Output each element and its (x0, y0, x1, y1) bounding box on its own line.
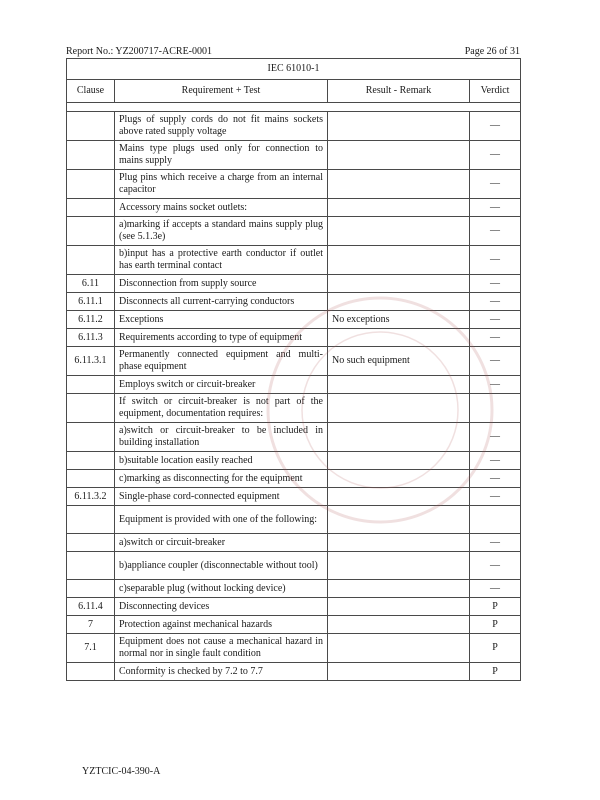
table-row (67, 470, 521, 488)
verdict-cell: — (470, 293, 521, 311)
table-row (67, 293, 521, 311)
table-row (67, 347, 521, 376)
table-row (67, 598, 521, 616)
result-cell (328, 199, 470, 217)
requirement-cell: b)input has a protective earth conductor if outlet has earth terminal contact (115, 246, 328, 275)
clause-cell: 6.11.3 (67, 329, 115, 347)
result-header: Result - Remark (328, 80, 470, 103)
requirement-cell: Employs switch or circuit-breaker (115, 376, 328, 394)
verdict-cell: — (470, 423, 521, 452)
verdict-cell (470, 506, 521, 534)
table-row (67, 534, 521, 552)
verdict-cell: — (470, 376, 521, 394)
page-number: Page 26 of 31 (464, 46, 520, 57)
requirement-cell: Equipment does not cause a mechanical hazard in normal nor in single fault condition (115, 634, 328, 663)
verdict-cell: — (470, 470, 521, 488)
table-row (67, 488, 521, 506)
table-row (67, 552, 521, 580)
clause-cell: 7.1 (67, 634, 115, 663)
result-cell (328, 452, 470, 470)
result-cell: No such equipment (328, 347, 470, 376)
result-cell (328, 376, 470, 394)
clause-cell: 6.11.3.2 (67, 488, 115, 506)
verdict-cell: — (470, 452, 521, 470)
table-row (67, 246, 521, 275)
table-row (67, 141, 521, 170)
verdict-cell: — (470, 347, 521, 376)
table-row (67, 217, 521, 246)
result-cell (328, 488, 470, 506)
requirement-cell: Plug pins which receive a charge from an internal capacitor (115, 170, 328, 199)
clause-cell (67, 470, 115, 488)
result-cell (328, 170, 470, 199)
spacer-cell (67, 103, 521, 112)
clause-cell (67, 141, 115, 170)
requirement-cell: Mains type plugs used only for connection to mains supply (115, 141, 328, 170)
result-cell (328, 534, 470, 552)
result-cell (328, 580, 470, 598)
requirement-cell: a)switch or circuit-breaker (115, 534, 328, 552)
clause-cell (67, 112, 115, 141)
verdict-cell: — (470, 112, 521, 141)
requirement-header: Requirement + Test (115, 80, 328, 103)
standard-title: IEC 61010-1 (67, 59, 521, 80)
clause-cell: 6.11 (67, 275, 115, 293)
verdict-cell: — (470, 329, 521, 347)
result-cell (328, 552, 470, 580)
clause-cell (67, 580, 115, 598)
standard-row (67, 59, 521, 80)
requirement-cell: Disconnection from supply source (115, 275, 328, 293)
table-row (67, 199, 521, 217)
verdict-cell: — (470, 534, 521, 552)
spacer-row (67, 103, 521, 112)
verdict-cell: — (470, 311, 521, 329)
result-cell (328, 217, 470, 246)
clause-cell: 6.11.2 (67, 311, 115, 329)
table-row (67, 634, 521, 663)
clause-cell (67, 246, 115, 275)
verdict-cell: — (470, 552, 521, 580)
result-cell (328, 394, 470, 423)
table-row (67, 329, 521, 347)
requirement-cell: Protection against mechanical hazards (115, 616, 328, 634)
result-cell (328, 663, 470, 681)
verdict-cell: — (470, 488, 521, 506)
clause-cell (67, 199, 115, 217)
clause-cell (67, 506, 115, 534)
requirement-cell: Conformity is checked by 7.2 to 7.7 (115, 663, 328, 681)
result-cell (328, 598, 470, 616)
table-row (67, 452, 521, 470)
result-cell (328, 112, 470, 141)
requirement-cell: If switch or circuit-breaker is not part of the equipment, documentation requires: (115, 394, 328, 423)
clause-cell (67, 534, 115, 552)
clause-cell: 6.11.1 (67, 293, 115, 311)
table-row (67, 423, 521, 452)
clause-cell (67, 376, 115, 394)
verdict-cell: P (470, 616, 521, 634)
clause-cell (67, 452, 115, 470)
verdict-header: Verdict (470, 80, 521, 103)
table-row (67, 275, 521, 293)
table-row (67, 580, 521, 598)
verdict-cell: P (470, 663, 521, 681)
table-row (67, 376, 521, 394)
verdict-cell: — (470, 580, 521, 598)
clause-cell: 7 (67, 616, 115, 634)
result-cell (328, 423, 470, 452)
result-cell (328, 293, 470, 311)
table-row (67, 394, 521, 423)
requirements-table (66, 58, 521, 681)
requirement-cell: Equipment is provided with one of the following: (115, 506, 328, 534)
requirement-cell: Single-phase cord-connected equipment (115, 488, 328, 506)
result-cell (328, 506, 470, 534)
requirement-cell: b)suitable location easily reached (115, 452, 328, 470)
requirement-cell: c)marking as disconnecting for the equipment (115, 470, 328, 488)
clause-cell (67, 217, 115, 246)
clause-cell (67, 423, 115, 452)
requirement-cell: Accessory mains socket outlets: (115, 199, 328, 217)
verdict-cell: — (470, 275, 521, 293)
clause-cell: 6.11.4 (67, 598, 115, 616)
clause-cell: 6.11.3.1 (67, 347, 115, 376)
requirement-cell: a)switch or circuit-breaker to be included in building installation (115, 423, 328, 452)
report-number: Report No.: YZ200717-ACRE-0001 (66, 46, 213, 57)
verdict-cell: — (470, 170, 521, 199)
table-row (67, 112, 521, 141)
clause-cell (67, 663, 115, 681)
result-cell (328, 275, 470, 293)
requirement-cell: c)separable plug (without locking device) (115, 580, 328, 598)
verdict-cell: — (470, 246, 521, 275)
verdict-cell (470, 394, 521, 423)
verdict-cell: — (470, 141, 521, 170)
footer-code: YZTCIC-04-390-A (82, 766, 161, 777)
table-row (67, 506, 521, 534)
result-cell (328, 470, 470, 488)
result-cell (328, 616, 470, 634)
verdict-cell: — (470, 199, 521, 217)
requirement-cell: Requirements according to type of equipment (115, 329, 328, 347)
requirement-cell: a)marking if accepts a standard mains supply plug (see 5.1.3e) (115, 217, 328, 246)
column-header-row (67, 80, 521, 103)
requirement-cell: Exceptions (115, 311, 328, 329)
requirement-cell: Disconnects all current-carrying conductors (115, 293, 328, 311)
requirement-cell: b)appliance coupler (disconnectable without tool) (115, 552, 328, 580)
result-cell (328, 329, 470, 347)
requirement-cell: Plugs of supply cords do not fit mains sockets above rated supply voltage (115, 112, 328, 141)
result-cell (328, 634, 470, 663)
requirement-cell: Disconnecting devices (115, 598, 328, 616)
result-cell: No exceptions (328, 311, 470, 329)
clause-cell (67, 170, 115, 199)
table-row (67, 616, 521, 634)
result-cell (328, 141, 470, 170)
verdict-cell: P (470, 598, 521, 616)
result-cell (328, 246, 470, 275)
clause-cell (67, 552, 115, 580)
clause-header: Clause (67, 80, 115, 103)
table-row (67, 663, 521, 681)
clause-cell (67, 394, 115, 423)
table-body (67, 112, 521, 681)
table-row (67, 311, 521, 329)
table-row (67, 170, 521, 199)
verdict-cell: — (470, 217, 521, 246)
verdict-cell: P (470, 634, 521, 663)
requirement-cell: Permanently connected equipment and multi-phase equipment (115, 347, 328, 376)
